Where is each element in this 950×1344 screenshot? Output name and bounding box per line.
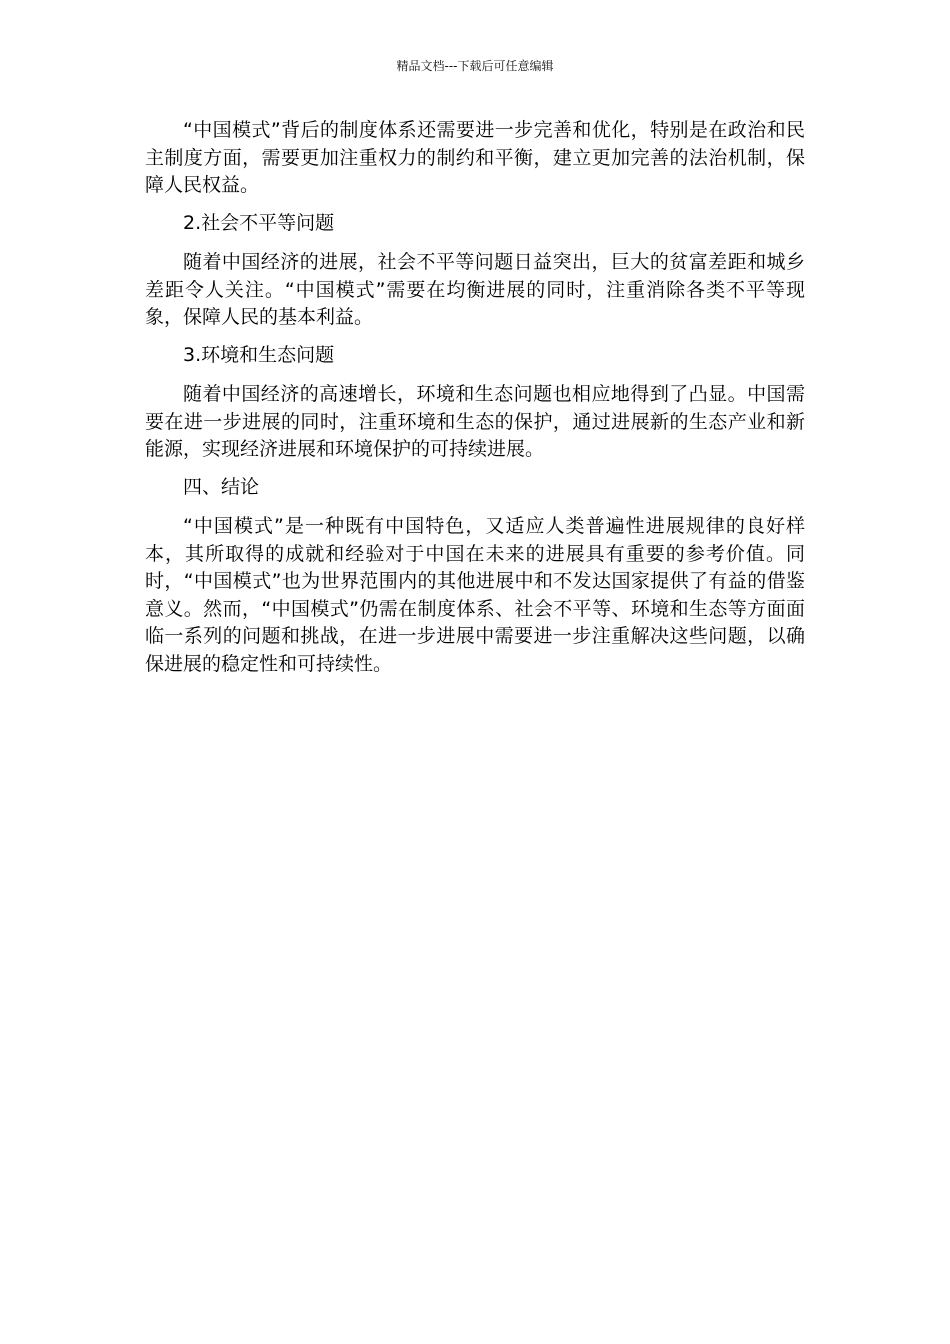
body-paragraph-institutional-system: “中国模式”背后的制度体系还需要进一步完善和优化，特别是在政治和民主制度方面，需要更加注重权力的制约和平衡，建立更加完善的法治机制，保障人民权益。	[145, 119, 805, 196]
body-paragraph-social-inequality: 随着中国经济的进展，社会不平等问题日益突出，巨大的贫富差距和城乡差距令人关注。“中国模式”需要在均衡进展的同时，注重消除各类不平等现象，保障人民的基本利益。	[145, 251, 805, 328]
page-header: 精品文档---下载后可任意编辑	[396, 59, 554, 73]
body-paragraph-conclusion: “中国模式”是一种既有中国特色，又适应人类普遍性进展规律的良好样本，其所取得的成就和经验对于中国在未来的进展具有重要的参考价值。同时，“中国模式”也为世界范围内的其他进展中和不发达国家提供了有益的借鉴意义。然而，“中国模式”仍需在制度体系、社会不平等、环境和生态等方面面临一系列的问题和挑战，在进一步进展中需要进一步注重解决这些问题，以确保进展的稳定性和可持续性。	[145, 515, 805, 675]
section-heading-environment: 3.环境和生态问题	[183, 343, 335, 366]
section-heading-social-inequality: 2.社会不平等问题	[183, 211, 335, 234]
body-paragraph-environment: 随着中国经济的高速增长，环境和生态问题也相应地得到了凸显。中国需要在进一步进展的同时，注重环境和生态的保护，通过进展新的生态产业和新能源，实现经济进展和环境保护的可持续进展。	[145, 383, 805, 460]
section-heading-conclusion: 四、结论	[183, 475, 260, 498]
document-body	[145, 117, 805, 688]
